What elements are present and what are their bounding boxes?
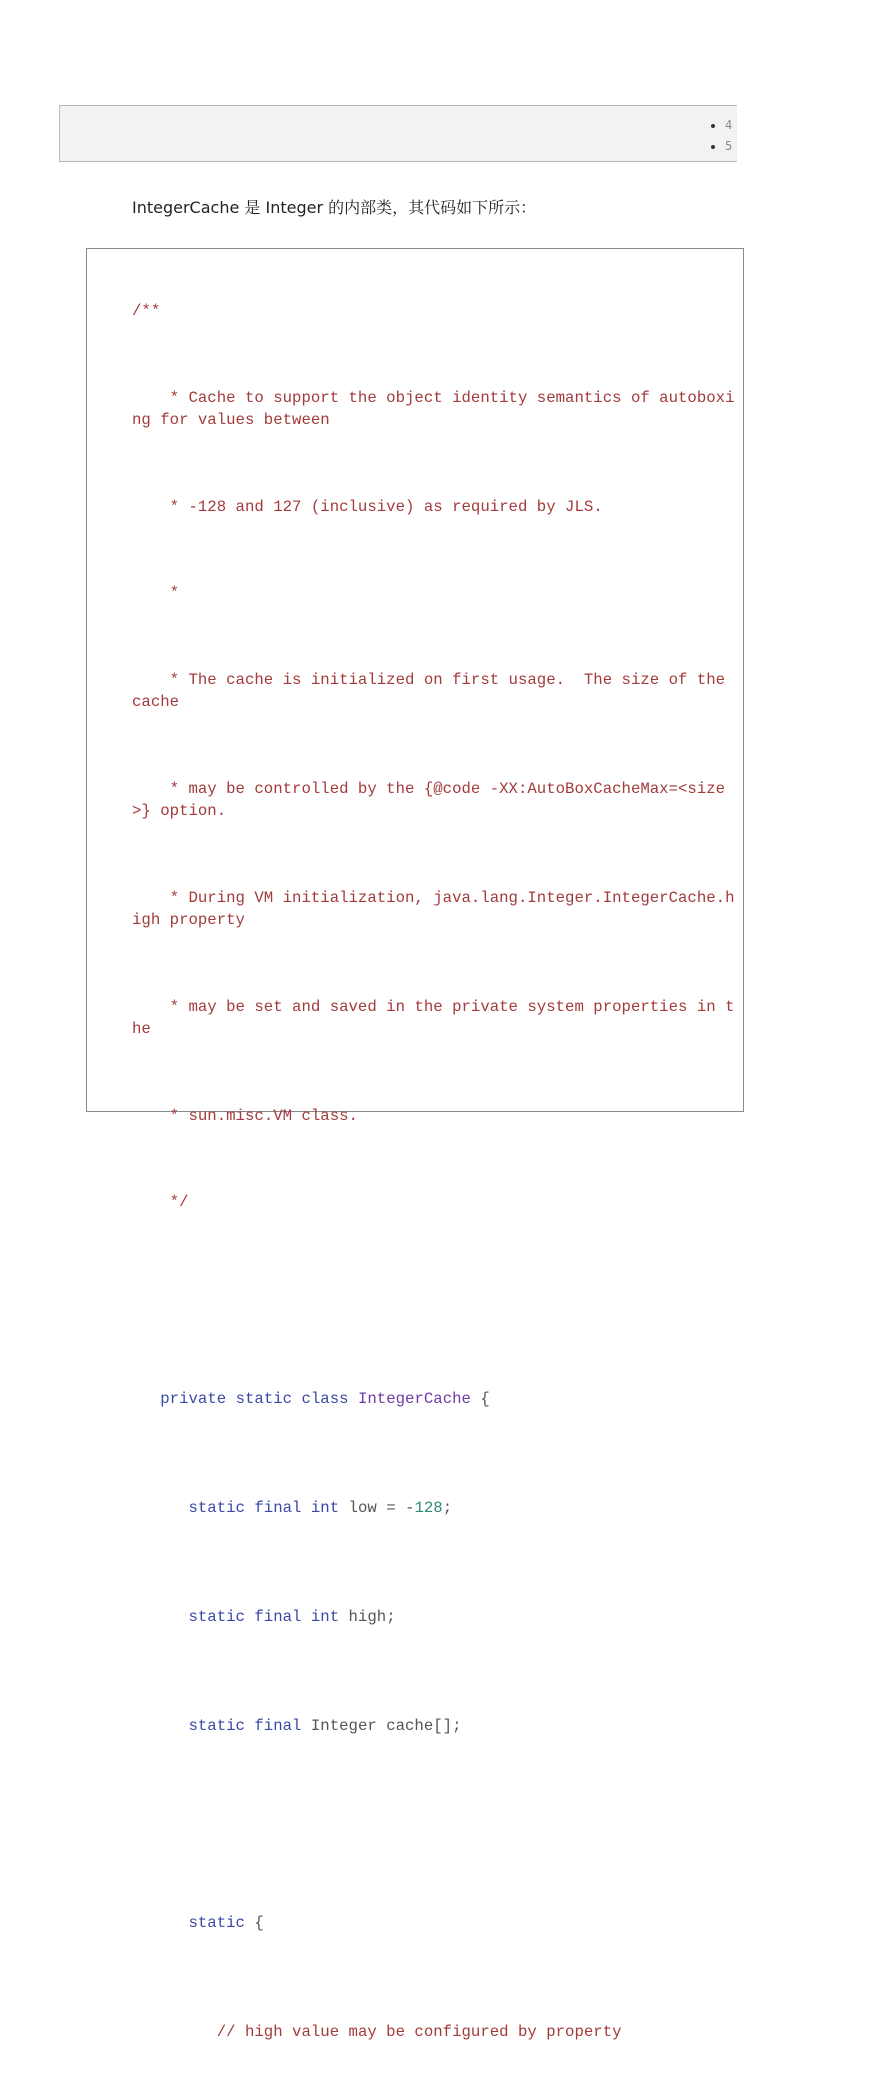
field-cache: static final Integer cache[]; (188, 1717, 462, 1735)
comment-line: * During VM initialization, java.lang.Integer.IntegerCache.high property (132, 888, 735, 929)
field-high: static final int high; (188, 1608, 396, 1626)
static-block: static { (188, 1914, 264, 1932)
comment-open: /** (132, 302, 161, 320)
comment-line: * may be controlled by the {@code -XX:AutoBoxCacheMax=<size>} option. (132, 779, 726, 820)
line-number: • 4 (725, 115, 737, 136)
keyword: private (160, 1390, 227, 1408)
comment-line: * -128 and 127 (inclusive) as required by JLS. (132, 497, 603, 516)
keyword: class (301, 1390, 349, 1408)
line-number-list (705, 115, 737, 157)
comment-line: * sun.misc.VM class. (132, 1106, 358, 1125)
number-literal: 128 (414, 1499, 443, 1517)
keyword: static (235, 1390, 293, 1408)
field-low: static final int low = -128; (188, 1499, 453, 1517)
comment-line: * may be set and saved in the private system properties in the (132, 997, 735, 1038)
line-number: • 5 (725, 136, 737, 157)
class-declaration: private static class IntegerCache { (160, 1390, 490, 1408)
code-snippet-header (59, 105, 737, 162)
code-content (132, 255, 742, 2089)
comment-line: * The cache is initialized on first usage. The size of the cache (132, 670, 735, 711)
class-name: IntegerCache (357, 1390, 471, 1408)
intro-paragraph: IntegerCache 是 Integer 的内部类，其代码如下所示： (132, 198, 537, 217)
comment-line: * (132, 584, 180, 602)
comment-line: * Cache to support the object identity semantics of autoboxing for values between (132, 388, 735, 429)
code-block (86, 248, 744, 2041)
line-comment: // high value may be configured by property (216, 2023, 622, 2041)
comment-close: */ (132, 1193, 189, 1211)
